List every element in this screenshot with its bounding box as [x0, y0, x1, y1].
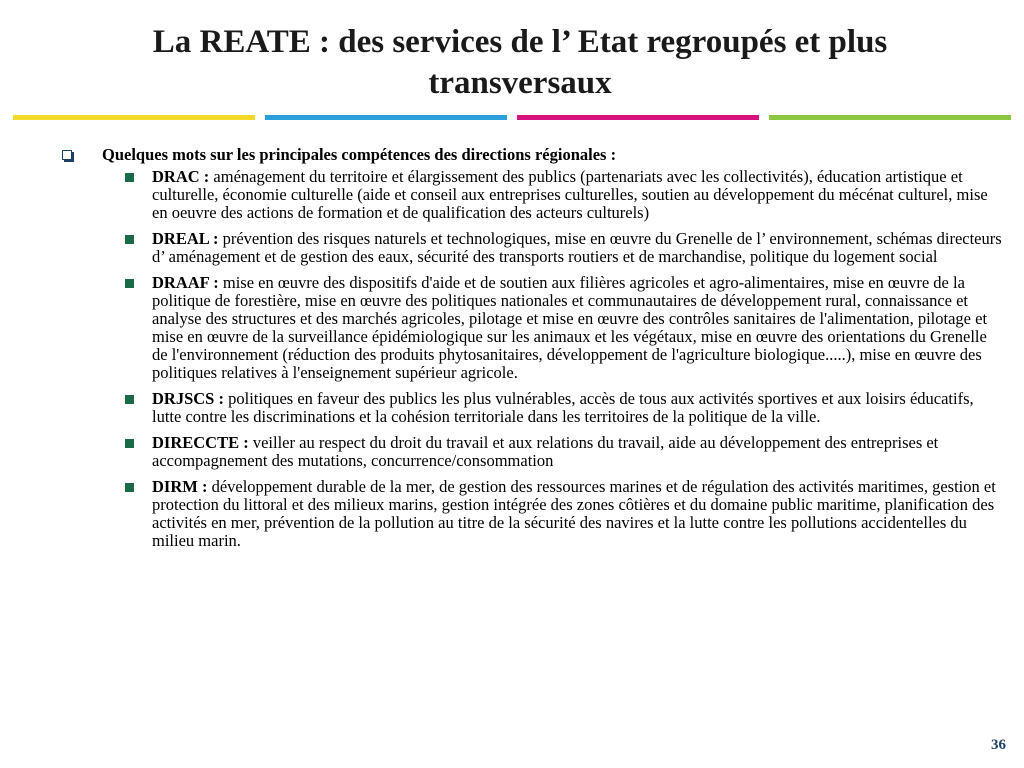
intro-item — [60, 146, 1005, 164]
item-acronym: DREAL : — [152, 229, 219, 248]
list-item-direccte — [60, 434, 1005, 470]
directions-list — [60, 168, 1005, 550]
list-item-dirm — [60, 478, 1005, 550]
item-acronym: DRAC : — [152, 167, 210, 186]
square-bullet-icon — [125, 235, 134, 244]
list-item-drjscs — [60, 390, 1005, 426]
divider-bar-blue — [265, 115, 507, 120]
intro-text: Quelques mots sur les principales compétences des directions régionales : — [102, 145, 617, 164]
color-divider — [13, 115, 1011, 120]
divider-bar-yellow — [13, 115, 255, 120]
item-description: politiques en faveur des publics les plus vulnérables, accès de tous aux activités sportives et aux loisirs éducatifs, lutte contre les discriminations et la cohésion territoriale dans les territoires de la politique de la ville. — [152, 389, 974, 426]
item-acronym: DIRECCTE : — [152, 433, 249, 452]
list-item-dreal — [60, 230, 1005, 266]
slide-body — [60, 146, 1005, 558]
slide-title: La REATE : des services de l’ Etat regroupés et plus transversaux — [152, 24, 888, 101]
square-bullet-icon — [125, 279, 134, 288]
divider-bar-magenta — [517, 115, 759, 120]
hollow-square-bullet-icon — [62, 150, 72, 160]
list-item-drac — [60, 168, 1005, 222]
square-bullet-icon — [125, 439, 134, 448]
item-description: développement durable de la mer, de gestion des ressources marines et de régulation des activités maritimes, gestion et protection du littoral et des milieux marins, gestion intégrée des zones côtières et du domaine public maritime, planification des activités en mer, prévention de la pollution au titre de la sécurité des navires et la lutte contre les pollutions accidentelles du milieu marin. — [152, 477, 996, 550]
item-acronym: DRAAF : — [152, 273, 219, 292]
item-description: veiller au respect du droit du travail et aux relations du travail, aide au développement des entreprises et accompagnement des mutations, concurrence/consommation — [152, 433, 939, 470]
item-acronym: DIRM : — [152, 477, 208, 496]
item-description: mise en œuvre des dispositifs d'aide et de soutien aux filières agricoles et agro-alimentaires, mise en œuvre de la politique de forestière, mise en œuvre des politiques nationales et communautaires de développement rural, connaissance et analyse des structures et des marchés agricoles, pilotage et mise en œuvre des contrôles sanitaires de l'alimentation, pilotage et mise en œuvre de la surveillance épidémiologique sur les animaux et les végétaux, mise en œuvre des orientations du Grenelle de l'environnement (réduction des produits phytosanitaires, développement de l'agriculture biologique.....), mise en œuvre des politiques relatives à l'enseignement supérieur agricole. — [152, 273, 988, 382]
page-number: 36 — [991, 737, 1006, 753]
item-description: aménagement du territoire et élargissement des publics (partenariats avec les collectivités), éducation artistique et culturelle, économie culturelle (aide et conseil aux entreprises culturelles, soutien au développement du mécénat culturel, mise en oeuvre des actions de formation et de qualification des acteurs culturels) — [152, 167, 988, 222]
square-bullet-icon — [125, 173, 134, 182]
divider-bar-green — [769, 115, 1011, 120]
square-bullet-icon — [125, 483, 134, 492]
square-bullet-icon — [125, 395, 134, 404]
item-acronym: DRJSCS : — [152, 389, 224, 408]
list-item-draaf — [60, 274, 1005, 382]
item-description: prévention des risques naturels et technologiques, mise en œuvre du Grenelle de l’ environnement, schémas directeurs d’ aménagement et de gestion des eaux, sécurité des transports routiers et de marchandise, politique du logement social — [152, 229, 1002, 266]
